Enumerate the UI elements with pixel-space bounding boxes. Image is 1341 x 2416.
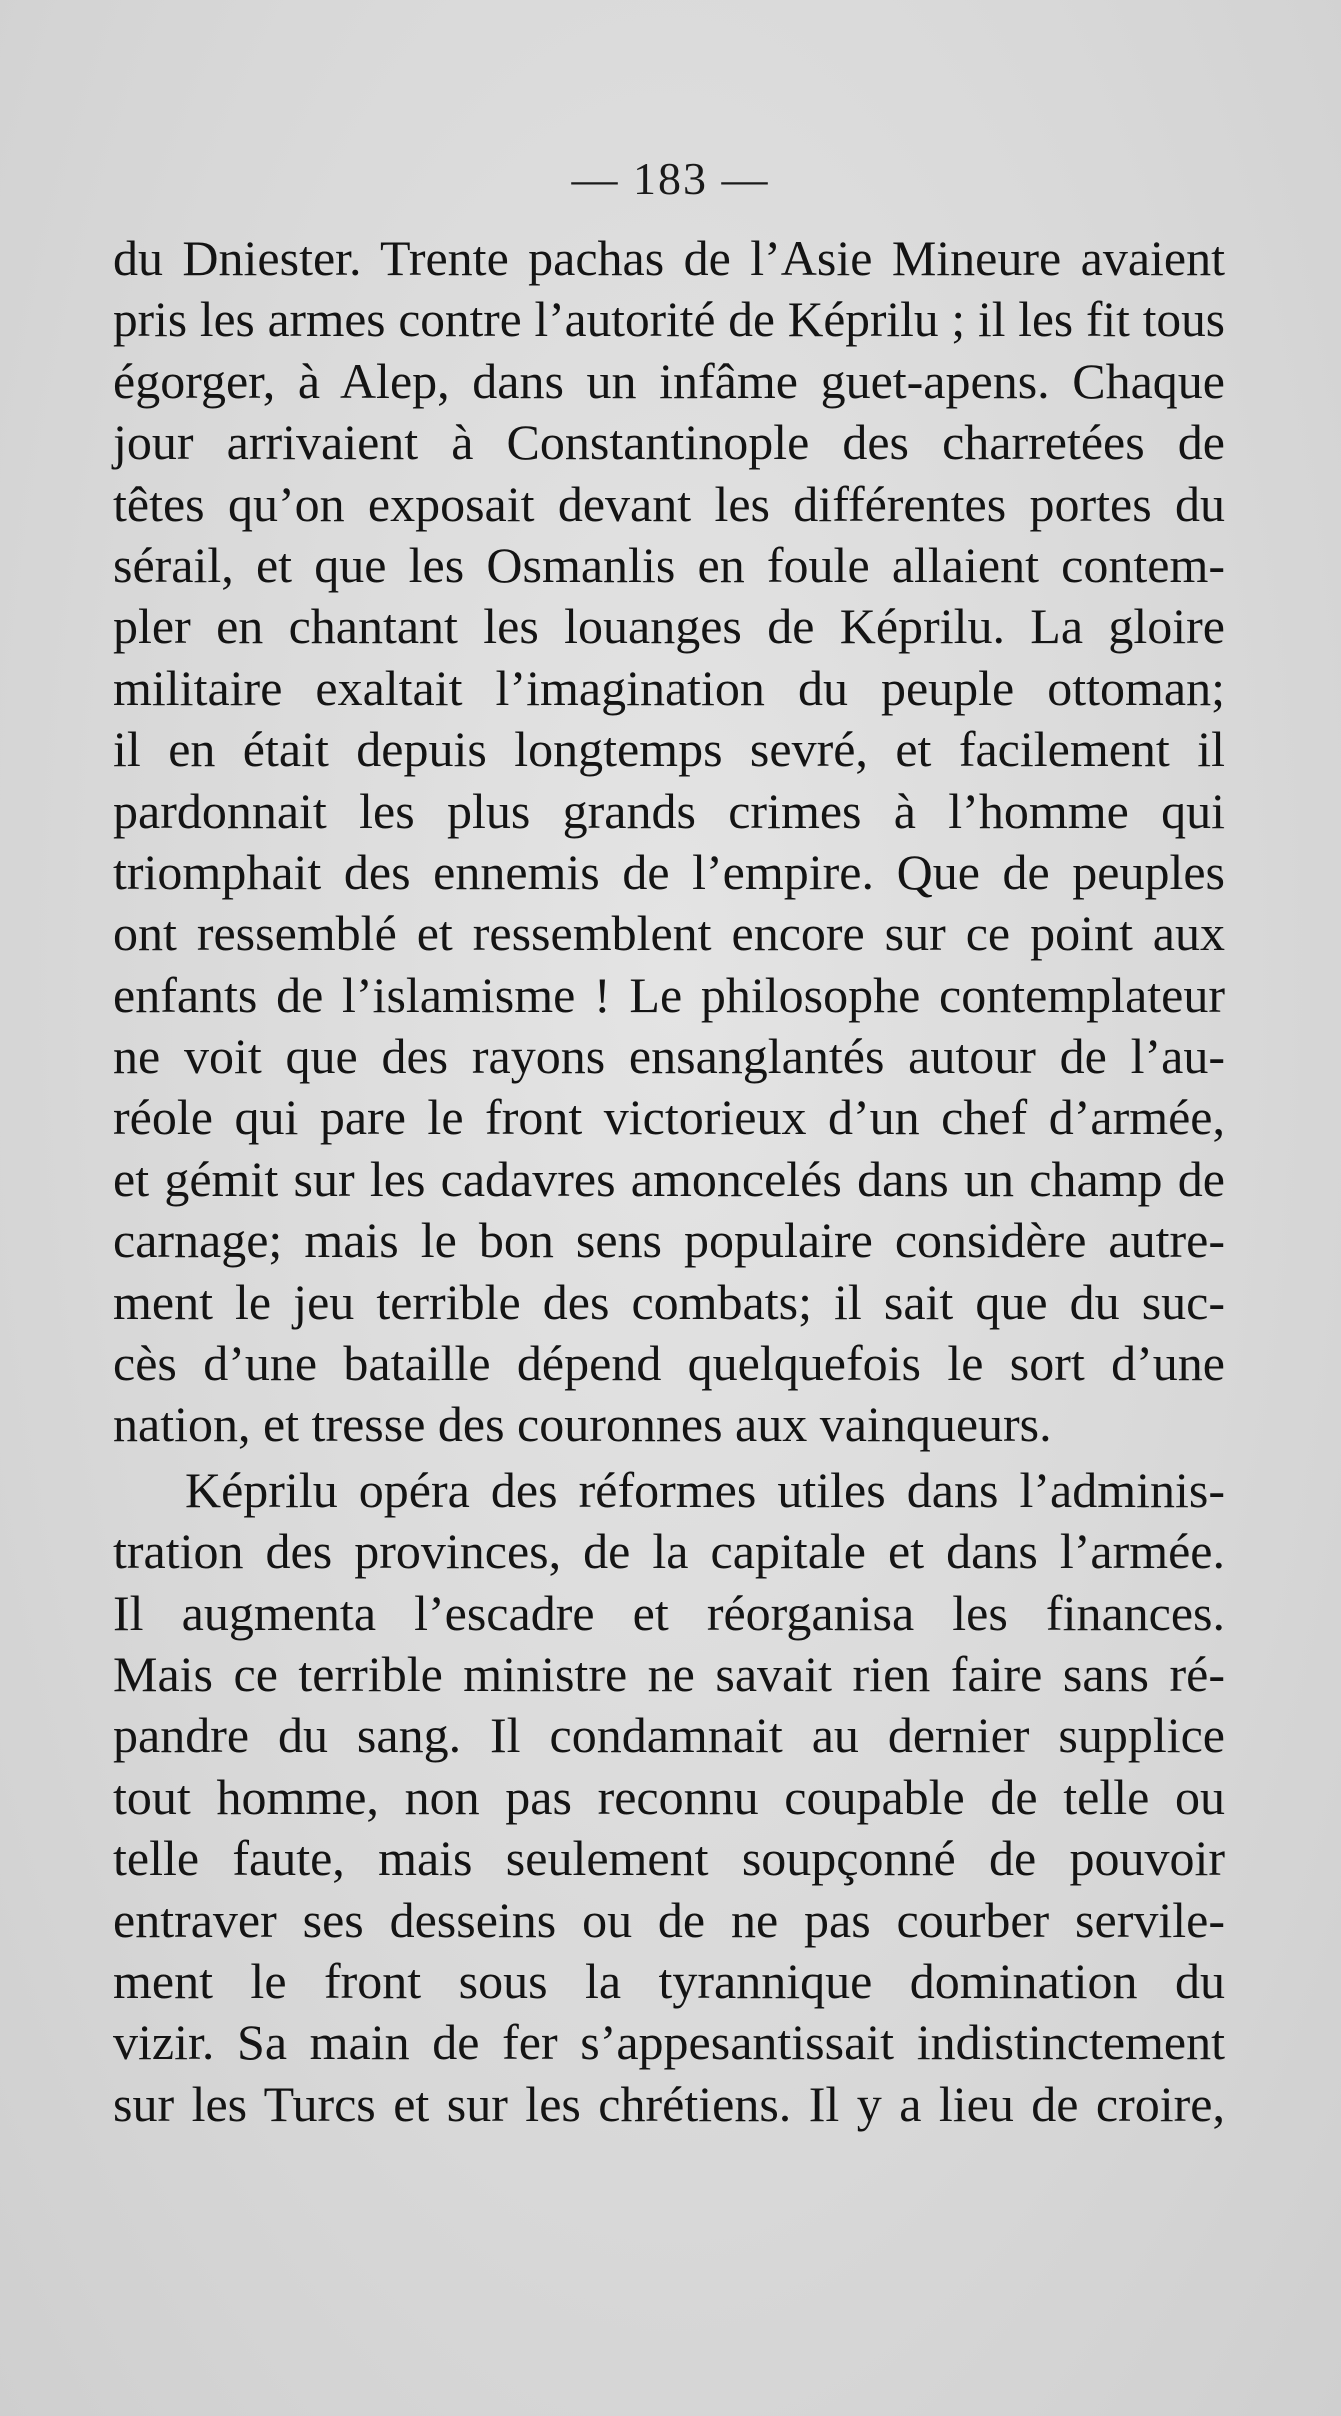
text-line: réole qui pare le front victorieux d’un chef d’armée, <box>113 1089 1225 1146</box>
text-line: enfants de l’islamisme ! Le philosophe contemplateur <box>113 966 1225 1023</box>
text-line: tout homme, non pas reconnu coupable de telle ou <box>113 1768 1225 1825</box>
text-line: ont ressemblé et ressemblent encore sur ce point aux <box>113 905 1225 962</box>
paragraph-1 <box>113 228 1225 1456</box>
body-text <box>113 228 1225 2135</box>
text-line: Képrilu opéra des réformes utiles dans l’adminis- <box>185 1461 1225 1518</box>
text-line: telle faute, mais seulement soupçonné de pouvoir <box>113 1830 1225 1887</box>
text-line: tration des provinces, de la capitale et dans l’armée. <box>113 1523 1225 1580</box>
text-line: pandre du sang. Il condamnait au dernier supplice <box>113 1707 1225 1764</box>
text-line: nation, et tresse des couronnes aux vainqueurs. <box>113 1396 1052 1453</box>
text-line: militaire exaltait l’imagination du peuple ottoman; <box>113 659 1225 716</box>
text-line: sur les Turcs et sur les chrétiens. Il y a lieu de croire, <box>113 2075 1225 2132</box>
text-line: carnage; mais le bon sens populaire considère autre- <box>113 1212 1225 1269</box>
text-line: triomphait des ennemis de l’empire. Que de peuples <box>113 843 1225 900</box>
text-line: ment le front sous la tyrannique domination du <box>113 1952 1225 2009</box>
text-line: entraver ses desseins ou de ne pas courber servile- <box>113 1891 1225 1948</box>
text-line: Mais ce terrible ministre ne savait rien faire sans ré- <box>113 1645 1225 1702</box>
text-line: égorger, à Alep, dans un infâme guet-apens. Chaque <box>113 352 1225 409</box>
text-line: ne voit que des rayons ensanglantés autour de l’au- <box>113 1028 1225 1085</box>
text-line: cès d’une bataille dépend quelquefois le sort d’une <box>113 1335 1225 1392</box>
text-line: pris les armes contre l’autorité de Képrilu ; il les fit tous <box>113 292 1225 348</box>
paragraph-2 <box>113 1460 1225 2135</box>
text-line: jour arrivaient à Constantinople des charretées de <box>113 414 1225 471</box>
page-number: — 183 — <box>571 153 770 204</box>
text-line: et gémit sur les cadavres amoncelés dans un champ de <box>113 1150 1225 1207</box>
text-line: pardonnait les plus grands crimes à l’homme qui <box>113 782 1225 839</box>
text-line: Il augmenta l’escadre et réorganisa les finances. <box>113 1584 1225 1641</box>
text-line: têtes qu’on exposait devant les différentes portes du <box>113 475 1225 532</box>
text-line: ment le jeu terrible des combats; il sait que du suc- <box>113 1273 1225 1330</box>
text-line: vizir. Sa main de fer s’appesantissait indistinctement <box>113 2014 1225 2071</box>
text-line: du Dniester. Trente pachas de l’Asie Mineure avaient <box>113 230 1225 286</box>
text-line: sérail, et que les Osmanlis en foule allaient contem- <box>113 536 1225 593</box>
text-line: il en était depuis longtemps sevré, et facilement il <box>113 721 1225 778</box>
text-line: pler en chantant les louanges de Képrilu. La gloire <box>113 598 1225 655</box>
